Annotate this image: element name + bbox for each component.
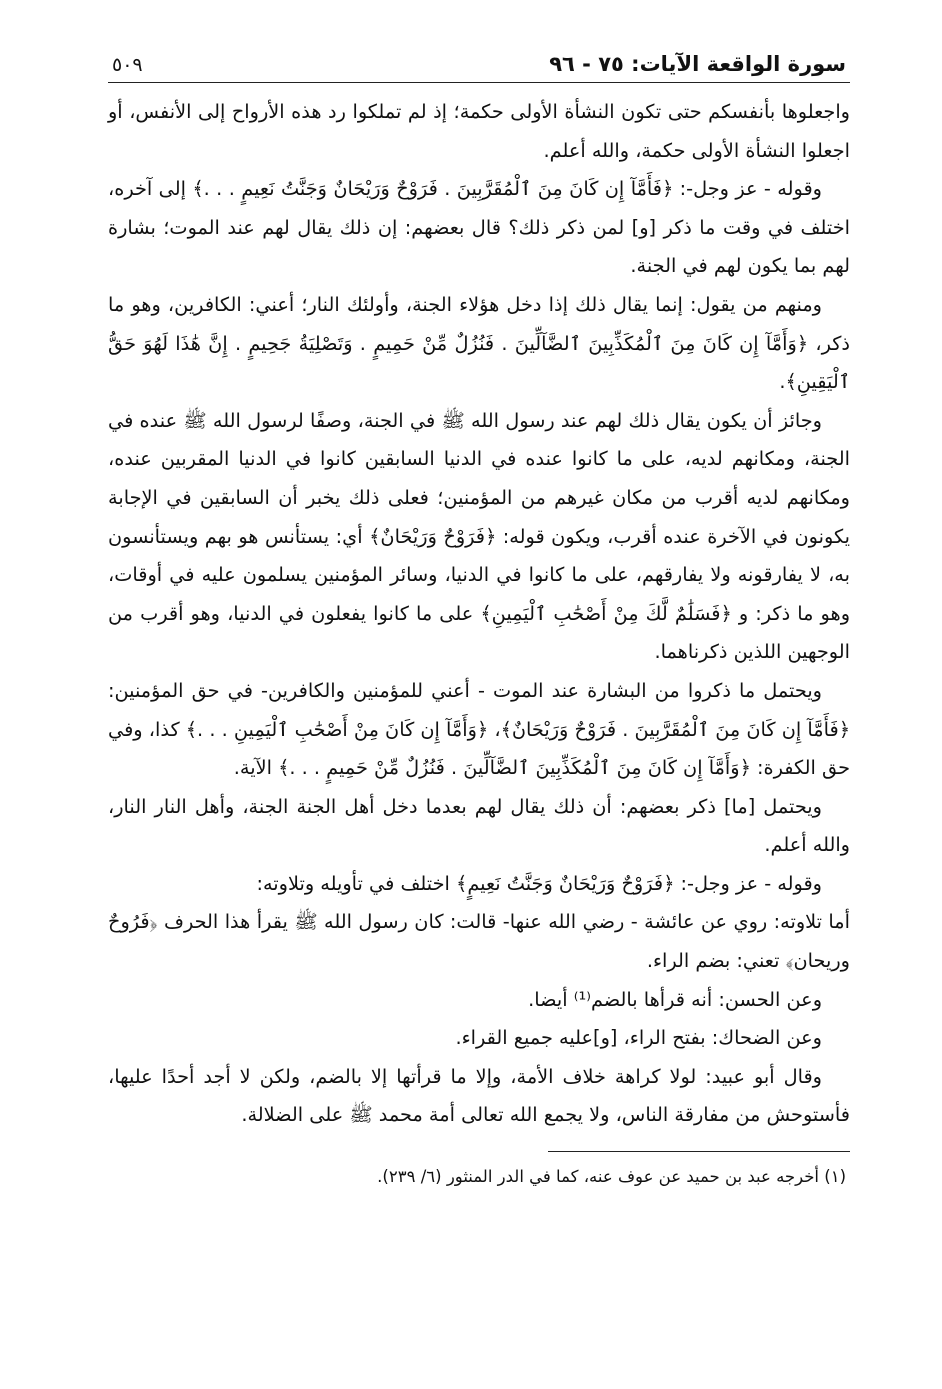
body-text [108, 93, 850, 1135]
paragraph: وعن الحسن: أنه قرأها بالضم⁽¹⁾ أيضا. [528, 987, 822, 1011]
paragraph: وجائز أن يكون يقال ذلك لهم عند رسول الله ﷺ في الجنة، وصفًا لرسول الله ﷺ عنده في الجنة، ومكانهم لديه، على ما كانوا عنده في الدنيا السابقين كانوا في الدنيا المقربين عنده، ومكانهم لديه أقرب من مكان غيرهم من المؤمنين؛ فعلى ذلك يخبر أن السابقين في الإجابة يكونون في الآخرة عنده أقرب، ويكون قوله: ﴿فَرَوْحٌ وَرَيْحَانٌ﴾ أي: يستأنس هو بهم ويستأنسون به، لا يفارقونه ولا يفارقهم، على ما كانوا في الدنيا، وسائر المؤمنين يسلمون عليه في أوقات، وهو ما ذكر: و ﴿فَسَلَٰمٌ لَّكَ مِنْ أَصْحَٰبِ ٱلْيَمِينِ﴾ على ما كانوا يفعلون في الدنيا، وهو أقرب من الوجهين اللذين ذكرناهما. [108, 408, 850, 664]
paragraph: ويحتمل [ما] ذكر بعضهم: أن ذلك يقال لهم بعدما دخل أهل الجنة الجنة، وأهل النار النار، والله أعلم. [108, 794, 850, 857]
page [108, 52, 850, 1192]
paragraph: وعن الضحاك: بفتح الراء، [و]عليه جميع القراء. [455, 1026, 822, 1050]
paragraph: ومنهم من يقول: إنما يقال ذلك إذا دخل هؤلاء الجنة، وأولئك النار؛ أعني: الكافرين، وهو ما ذكر، ﴿وَأَمَّآ إِن كَانَ مِنَ ٱلْمُكَذِّبِينَ ٱلضَّآلِّينَ . فَنُزُلٌ مِّنْ حَمِيمٍ . وَتَصْلِيَةُ جَحِيمٍ . إِنَّ هَٰذَا لَهُوَ حَقُّ ٱلْيَقِينِ﴾. [108, 292, 850, 394]
paragraph: وقوله - عز وجل-: ﴿فَرَوْحٌ وَرَيْحَانٌ وَجَنَّتُ نَعِيمٍ﴾ اختلف في تأويله وتلاوته: [256, 871, 822, 895]
paragraph: واجعلوها بأنفسكم حتى تكون النشأة الأولى حكمة؛ إذ لم تملكوا رد هذه الأرواح إلى الأنفس، أو اجعلوا النشأة الأولى حكمة، والله أعلم. [108, 100, 850, 162]
paragraph: أما تلاوته: روي عن عائشة - رضي الله عنها- قالت: كان رسول الله ﷺ يقرأ هذا الحرف ﴿فَرُوحٌ وريحان﴾ تعني: بضم الراء. [108, 910, 850, 973]
paragraph: وقال أبو عبيد: لولا كراهة خلاف الأمة، وإلا ما قرأتها إلا بالضم، ولكن لا أجد أحدًا عليها، فأستوحش من مفارقة الناس، ولا يجمع الله تعالى أمة محمد ﷺ على الضلالة. [108, 1064, 850, 1127]
paragraph: وقوله - عز وجل-: ﴿فَأَمَّآ إِن كَانَ مِنَ ٱلْمُقَرَّبِينَ . فَرَوْحٌ وَرَيْحَانٌ وَجَنَّتُ نَعِيمٍ . . .﴾ إلى آخره، اختلف في وقت ما ذكر [و] لمن ذكر ذلك؟ قال بعضهم: إن ذلك يقال لهم عند الموت؛ بشارة لهم بما يكون لهم في الجنة. [108, 177, 850, 278]
footnote: (١) أخرجه عبد بن حميد عن عوف عنه، كما في الدر المنثور (٦/ ٢٣٩). [377, 1167, 846, 1187]
page-number: ٥٠٩ [112, 54, 143, 76]
running-header [108, 52, 850, 83]
header-title: سورة الواقعة الآيات: ٧٥ - ٩٦ [549, 52, 846, 76]
paragraph: ويحتمل ما ذكروا من البشارة عند الموت - أعني للمؤمنين والكافرين- في حق المؤمنين: ﴿فَأَمَّآ إِن كَانَ مِنَ ٱلْمُقَرَّبِينَ . فَرَوْحٌ وَرَيْحَانٌ﴾، ﴿وَأَمَّآ إِن كَانَ مِنْ أَصْحَٰبِ ٱلْيَمِينِ . . .﴾ كذا، وفي حق الكفرة: ﴿وَأَمَّآ إِن كَانَ مِنَ ٱلْمُكَذِّبِينَ ٱلضَّآلِّينَ . فَنُزُلٌ مِّنْ حَمِيمٍ . . .﴾ الآية. [108, 678, 850, 780]
footnote-divider [548, 1151, 850, 1152]
footnotes [108, 1151, 850, 1192]
